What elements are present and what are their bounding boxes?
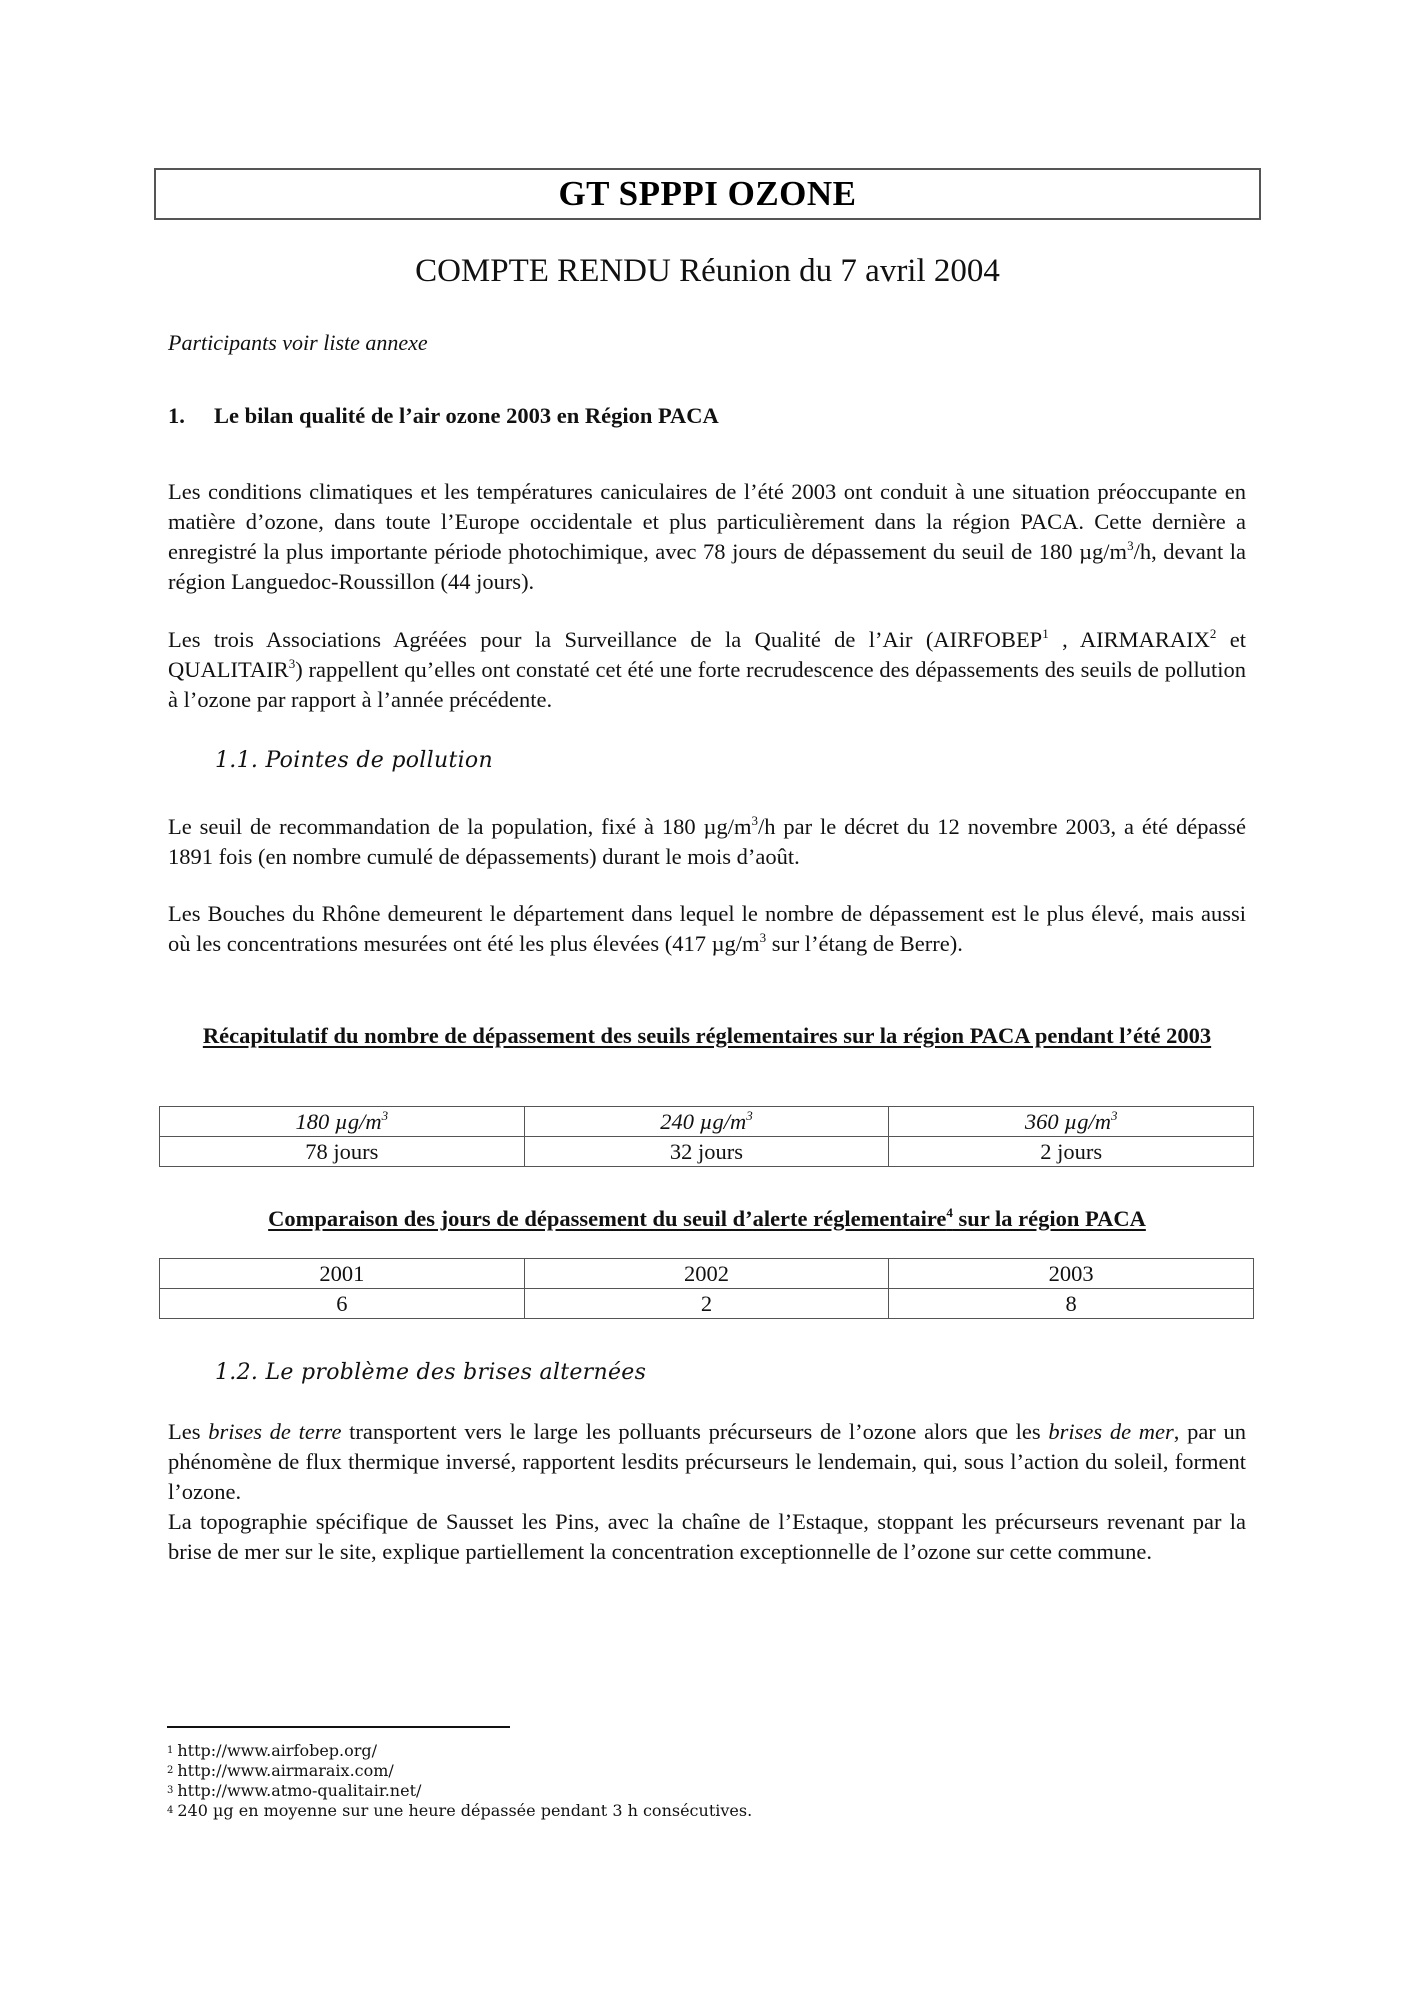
footnote-link[interactable]: http://www.airfobep.org/	[177, 1741, 378, 1760]
footnote-ref-1[interactable]: 1	[1042, 626, 1049, 641]
text-run: Le seuil de recommandation de la population, fixé à 180 µg/m	[168, 814, 752, 839]
footnote-4	[167, 1801, 752, 1821]
text-run: Les conditions climatiques et les températures caniculaires de l’été 2003 ont conduit à une situation préoccupante en matière d’ozone, dans toute l’Europe occidentale et plus particulièrement dans la région PACA. Cette dernière a enregistré la plus importante période photochimique, avec 78 jours de dépassement du seuil de 180 µg/m	[168, 479, 1246, 564]
section-1-title: Le bilan qualité de l’air ozone 2003 en Région PACA	[214, 403, 719, 428]
paragraph-recommendation-threshold	[168, 812, 1246, 872]
table-cell-threshold-180: 180 $\mu g/m^3$	[160, 1107, 525, 1137]
footnote-3	[167, 1781, 752, 1801]
paragraph-topography: La topographie spécifique de Sausset les Pins, avec la chaîne de l’Estaque, stoppant les précurseurs revenant par la brise de mer sur le site, explique partiellement la concentration exceptionnelle de l’ozone sur cette commune.	[168, 1509, 1246, 1564]
footnote-2	[167, 1761, 752, 1781]
table-cell-threshold-360: 360 $\mu g/m^3$	[889, 1107, 1254, 1137]
superscript: 3	[751, 813, 758, 828]
document-subtitle: COMPTE RENDU Réunion du 7 avril 2004	[415, 253, 1000, 289]
text-run: ) rappellent qu’elles ont constaté cet été une forte recrudescence des dépassements des seuils de pollution à l’ozone par rapport à l’année précédente.	[168, 657, 1246, 712]
section-1-number: 1.	[168, 403, 185, 428]
footnote-number: 1	[167, 1745, 174, 1756]
text-run: , AIRMARAIX	[1048, 627, 1210, 652]
table-cell-days-360: 2 jours	[889, 1137, 1254, 1167]
document-title: GT SPPPI OZONE	[558, 174, 857, 213]
paragraph-climate-conditions	[168, 477, 1246, 597]
caption-text: Récapitulatif du nombre de dépassement des seuils réglementaires sur la région PACA pendant l’été 2003	[202, 1023, 1212, 1048]
threshold-exceedance-table	[159, 1106, 1254, 1167]
superscript: 3	[1127, 538, 1134, 553]
paragraph-bouches-du-rhone	[168, 899, 1246, 959]
text-run: , par un phénomène de flux thermique inversé, rapportent lesdits précurseurs le lendemain, qui, sous l’action du soleil, forment l’ozone.	[168, 1419, 1246, 1504]
text-run: Les trois Associations Agréées pour la Surveillance de la Qualité de l’Air (AIRFOBEP	[168, 627, 1043, 652]
caption-text: Comparaison des jours de dépassement du seuil d’alerte réglementaire$^4$ sur la région PACA	[268, 1205, 1146, 1231]
footnote-link[interactable]: http://www.atmo-qualitair.net/	[177, 1781, 422, 1800]
table-cell-year-2003: 2003	[889, 1259, 1254, 1289]
text-run: sur l’étang de Berre).	[766, 931, 963, 956]
text-run: transportent vers le large les polluants précurseurs de l’ozone alors que les	[341, 1419, 1049, 1444]
table-cell-days-240: 32 jours	[524, 1137, 889, 1167]
superscript: 3	[759, 930, 767, 945]
footnote-number: 3	[167, 1785, 174, 1796]
text-run: Les	[168, 1419, 209, 1444]
footnotes	[167, 1741, 752, 1821]
table-cell-days-2001: 6	[160, 1289, 525, 1319]
section-1-1-heading: 1.1. Pointes de pollution	[215, 748, 493, 773]
footnote-number: 4	[167, 1805, 174, 1816]
table-cell-threshold-240: 240 $\mu g/m^3$	[524, 1107, 889, 1137]
participants-note: Participants voir liste annexe	[168, 330, 428, 355]
table-cell-days-2003: 8	[889, 1289, 1254, 1319]
footnote-ref-4[interactable]: 4	[946, 1205, 953, 1220]
table-header-row	[160, 1259, 1254, 1289]
footnote-1	[167, 1741, 752, 1761]
text-run: /h par le décret du 12 novembre 2003, a été dépassé 1891 fois (en nombre cumulé de dépassements) durant le mois d’août.	[168, 814, 1246, 869]
table-header-row	[160, 1107, 1254, 1137]
section-1-2-heading: 1.2. Le problème des brises alternées	[215, 1360, 647, 1385]
section-1-heading	[168, 403, 719, 429]
footnote-text: 240 µg en moyenne sur une heure dépassée pendant 3 h consécutives.	[177, 1801, 753, 1820]
paragraph-breezes	[168, 1417, 1246, 1507]
footnote-separator	[167, 1726, 510, 1728]
paragraph-associations	[168, 625, 1246, 715]
footnote-ref-2[interactable]: 2	[1209, 626, 1217, 641]
text-run: et QUALITAIR	[168, 627, 1246, 682]
table-1-caption	[168, 1022, 1246, 1050]
table-cell-year-2002: 2002	[524, 1259, 889, 1289]
text-run: Les Bouches du Rhône demeurent le département dans lequel le nombre de dépassement est le plus élevé, mais aussi où les concentrations mesurées ont été les plus élevées (417 µg/m	[168, 901, 1246, 956]
table-row	[160, 1137, 1254, 1167]
footnote-link[interactable]: http://www.airmaraix.com/	[177, 1761, 394, 1780]
italic-term: brises de mer	[1048, 1419, 1174, 1444]
table-cell-days-180: 78 jours	[160, 1137, 525, 1167]
table-2-caption	[168, 1205, 1246, 1233]
text-run: /h, devant la région Languedoc-Roussillon (44 jours).	[168, 539, 1246, 594]
table-cell-year-2001: 2001	[160, 1259, 525, 1289]
table-row	[160, 1289, 1254, 1319]
footnote-number: 2	[167, 1765, 174, 1776]
table-cell-days-2002: 2	[524, 1289, 889, 1319]
title-box	[154, 168, 1261, 220]
footnote-ref-3[interactable]: 3	[288, 656, 296, 671]
italic-term: brises de terre	[208, 1419, 342, 1444]
alert-days-comparison-table	[159, 1258, 1254, 1319]
